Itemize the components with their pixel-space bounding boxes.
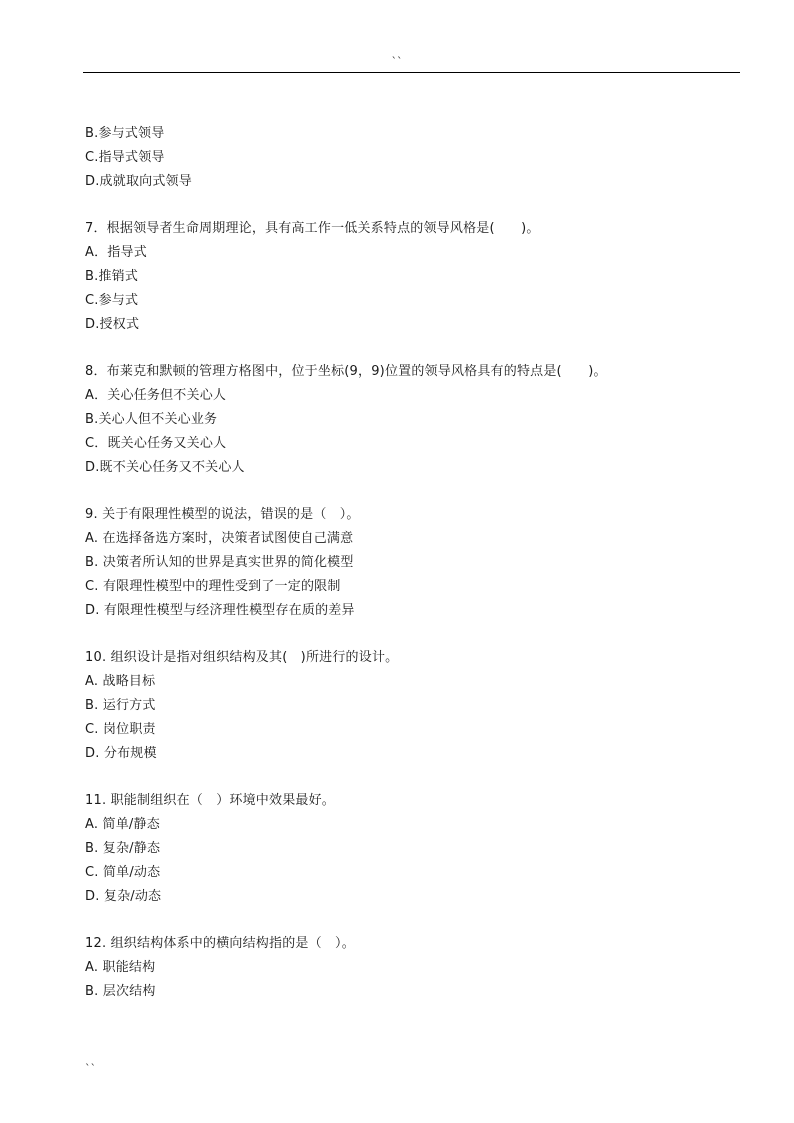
option-b: B. 决策者所认知的世界是真实世界的简化模型 [85,555,354,570]
question-block-10 [85,646,735,766]
option-d: D.成就取向式领导 [85,174,192,189]
question-block-12 [85,932,735,1004]
option-a: A. 战略目标 [85,674,156,689]
option-c: C. 简单/动态 [85,865,161,880]
option-a: A. 简单/静态 [85,817,160,832]
option-c: C.参与式 [85,293,139,308]
option-c: C. 有限理性模型中的理性受到了一定的限制 [85,579,341,594]
option-d: D.授权式 [85,317,140,332]
question-text: 11. 职能制组织在（ ）环境中效果最好。 [85,793,336,808]
question-list [85,122,735,1027]
option-d: D. 复杂/动态 [85,889,162,904]
question-block-11 [85,789,735,909]
page-header-mark: `` [391,55,403,68]
option-a: A．关心任务但不关心人 [85,388,227,403]
question-text: 12. 组织结构体系中的横向结构指的是（ ）。 [85,936,355,951]
option-b: B. 层次结构 [85,984,156,999]
option-a: A. 在选择备选方案时，决策者试图使自己满意 [85,531,354,546]
question-block-7 [85,217,735,337]
header-rule [83,72,740,73]
option-b: B.推销式 [85,269,139,284]
option-b: B. 运行方式 [85,698,156,713]
option-c: C. 岗位职责 [85,722,156,737]
page-footer-mark: `` [85,1062,96,1075]
option-b: B.参与式领导 [85,126,165,141]
option-a: A．指导式 [85,245,147,260]
option-d: D. 有限理性模型与经济理性模型存在质的差异 [85,603,355,618]
question-text: 9. 关于有限理性模型的说法，错误的是（ ）。 [85,507,360,522]
question-text: 8．布莱克和默顿的管理方格图中，位于坐标(9，9)位置的领导风格具有的特点是( )。 [85,364,607,379]
question-text: 10. 组织设计是指对组织结构及其( )所进行的设计。 [85,650,399,665]
option-b: B.关心人但不关心业务 [85,412,218,427]
question-block-9 [85,503,735,623]
question-text: 7．根据领导者生命周期理论，具有高工作一低关系特点的领导风格是( )。 [85,221,540,236]
option-b: B. 复杂/静态 [85,841,161,856]
option-a: A. 职能结构 [85,960,156,975]
option-d: D. 分布规模 [85,746,157,761]
option-d: D.既不关心任务又不关心人 [85,460,245,475]
option-c: C.指导式领导 [85,150,165,165]
option-c: C．既关心任务又关心人 [85,436,227,451]
question-block-6-continued [85,122,735,194]
question-block-8 [85,360,735,480]
